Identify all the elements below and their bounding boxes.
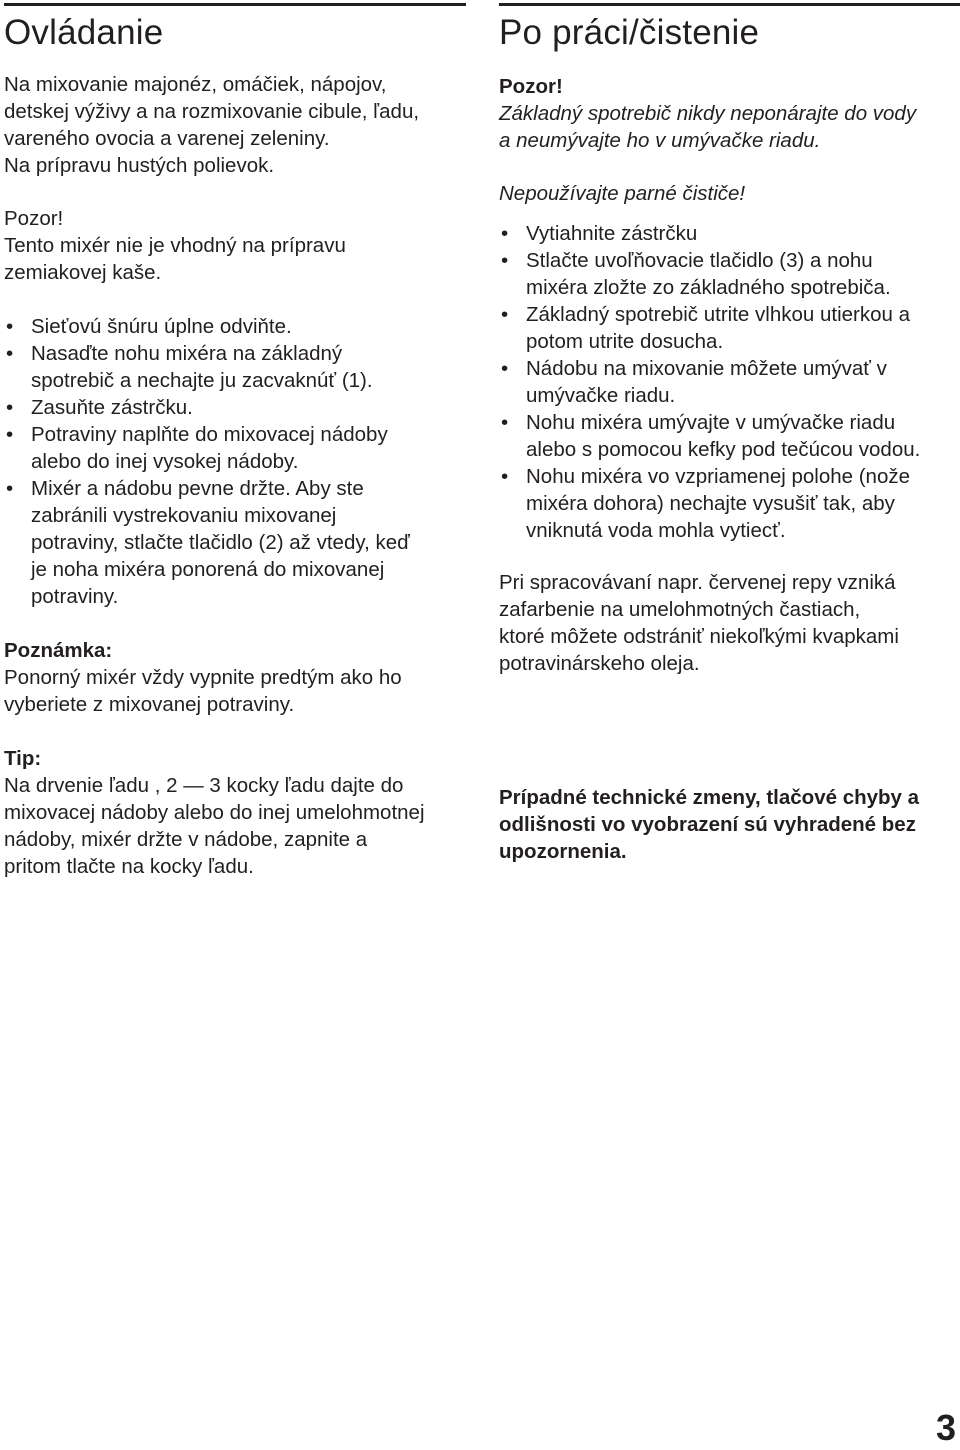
operation-intro [4, 71, 466, 179]
tip-line: mixovacej nádoby alebo do inej umelohmotnej [4, 801, 425, 824]
stain-line: ktoré môžete odstrániť niekoľkými kvapkami [499, 625, 899, 648]
disclaimer-line: odlišnosti vo vyobrazení sú vyhradené bez [499, 813, 916, 836]
tip-line: Na drvenie ľadu , 2 — 3 kocky ľadu dajte do [4, 774, 404, 797]
steam-warning: Nepoužívajte parné čističe! [499, 182, 746, 205]
operation-section [4, 3, 466, 50]
step-item: • Nádobu na mixovanie môžete umývať v umývačke riadu. [499, 355, 960, 409]
step-item: • Základný spotrebič utrite vlhkou utierkou a potom utrite dosucha. [499, 301, 960, 355]
step-item: • Nohu mixéra umývajte v umývačke riadu alebo s pomocou kefky pod tečúcou vodou. [499, 409, 960, 463]
section-rule [499, 3, 960, 6]
warning-line: Tento mixér nie je vhodný na prípravu [4, 234, 346, 257]
warning-label: Pozor! [4, 207, 64, 230]
warning-line: a neumývajte ho v umývačke riadu. [499, 129, 821, 152]
tip-line: nádoby, mixér držte v nádobe, zapnite a [4, 828, 368, 851]
intro-line: Na prípravu hustých polievok. [4, 154, 275, 177]
tip-line: pritom tlačte na kocky ľadu. [4, 855, 254, 878]
warning-label: Pozor! [499, 75, 563, 98]
section-title: Po práci/čistenie [499, 13, 760, 52]
operation-tip [4, 745, 466, 880]
tip-label: Tip: [4, 747, 42, 770]
section-title: Ovládanie [4, 13, 164, 52]
warning-line: Základný spotrebič nikdy neponárajte do vody [499, 102, 917, 125]
cleaning-warning [499, 73, 960, 154]
intro-line: Na mixovanie majonéz, omáčiek, nápojov, [4, 73, 387, 96]
disclaimer-line: upozornenia. [499, 840, 627, 863]
step-item: • Nasaďte nohu mixéra na základný spotrebič a nechajte ju zacvaknúť (1). [4, 340, 466, 394]
stain-line: potravinárskeho oleja. [499, 652, 700, 675]
step-item: • Sieťovú šnúru úplne odviňte. [4, 313, 466, 340]
step-item: • Mixér a nádobu pevne držte. Aby ste zabránili vystrekovaniu mixovanej potraviny, stlačte tlačidlo (2) až vtedy, keď je noha mixéra ponorená do mixovanej potraviny. [4, 475, 466, 610]
stain-line: Pri spracovávaní napr. červenej repy vzniká [499, 571, 896, 594]
step-item: • Vytiahnite zástrčku [499, 220, 960, 247]
warning-line: zemiakovej kaše. [4, 261, 162, 284]
step-item: • Stlačte uvoľňovacie tlačidlo (3) a nohu mixéra zložte zo základného spotrebiča. [499, 247, 960, 301]
step-item: • Nohu mixéra vo vzpriamenej polohe (nože mixéra dohora) nechajte vysušiť tak, aby vniknutá voda mohla vytiecť. [499, 463, 960, 544]
step-item: • Potraviny naplňte do mixovacej nádoby alebo do inej vysokej nádoby. [4, 421, 466, 475]
intro-line: detskej výživy a na rozmixovanie cibule, ľadu, [4, 100, 420, 123]
operation-steps [4, 313, 466, 610]
operation-warning [4, 205, 466, 286]
disclaimer-line: Prípadné technické zmeny, tlačové chyby a [499, 786, 920, 809]
note-line: Ponorný mixér vždy vypnite predtým ako ho [4, 666, 402, 689]
stain-line: zafarbenie na umelohmotných častiach, [499, 598, 861, 621]
step-item: • Zasuňte zástrčku. [4, 394, 466, 421]
stain-note [499, 569, 960, 677]
page-number: 3 [935, 1407, 956, 1448]
section-rule [4, 3, 466, 6]
cleaning-steps [499, 220, 960, 544]
cleaning-section [499, 3, 960, 50]
note-label: Poznámka: [4, 639, 113, 662]
note-line: vyberiete z mixovanej potraviny. [4, 693, 295, 716]
intro-line: vareného ovocia a varenej zeleniny. [4, 127, 330, 150]
operation-note [4, 637, 466, 718]
disclaimer [499, 784, 960, 865]
